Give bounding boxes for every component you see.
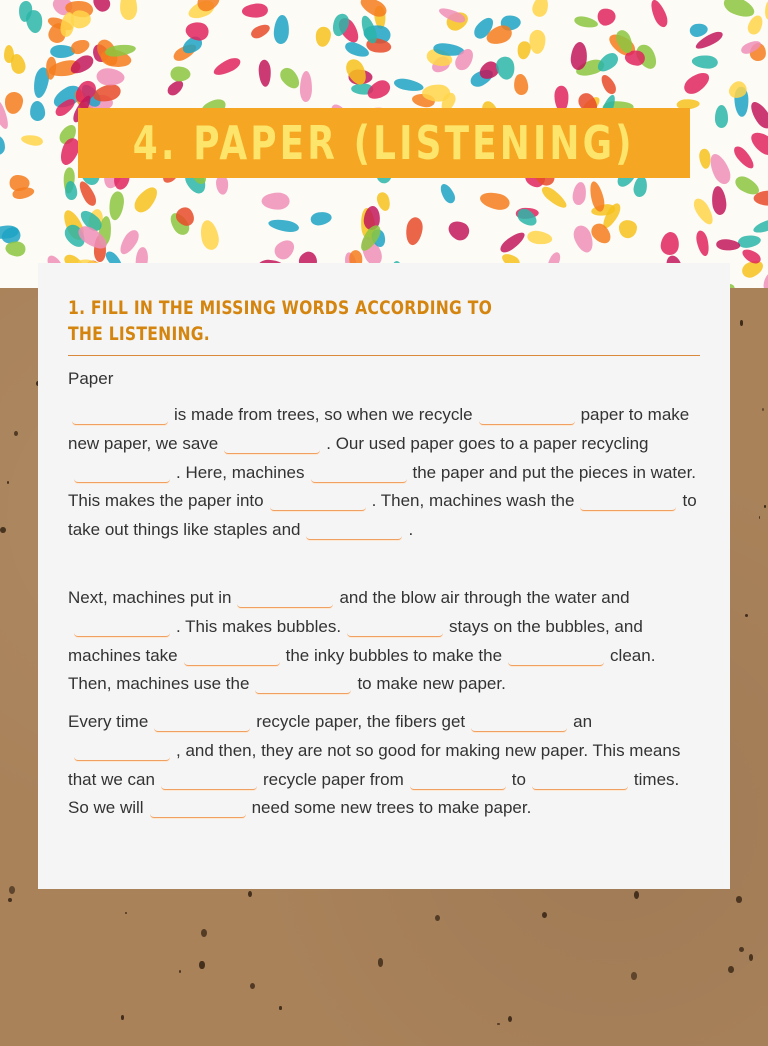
leaf-decoration	[737, 234, 762, 250]
leaf-decoration	[5, 241, 26, 258]
leaf-decoration	[261, 193, 289, 210]
paragraph-text: Next, machines put in	[68, 588, 232, 607]
leaf-decoration	[659, 231, 680, 256]
blank-input[interactable]	[471, 713, 567, 732]
blank-input[interactable]	[224, 435, 320, 454]
floral-banner	[0, 0, 768, 288]
leaf-decoration	[694, 229, 711, 257]
leaf-decoration	[24, 9, 43, 34]
title-box	[78, 108, 690, 178]
leaf-decoration	[731, 144, 757, 172]
leaf-decoration	[258, 59, 271, 86]
leaf-decoration	[8, 52, 26, 75]
leaf-decoration	[747, 127, 768, 158]
heading-divider	[68, 355, 700, 356]
blank-input[interactable]	[410, 771, 506, 790]
leaf-decoration	[96, 67, 125, 86]
leaf-decoration	[598, 72, 618, 96]
paragraph-text: clean. Then, machines use the	[68, 645, 656, 694]
leaf-decoration	[716, 239, 740, 251]
blank-input[interactable]	[161, 771, 257, 790]
blank-input[interactable]	[508, 647, 604, 666]
speckle-decoration	[759, 516, 761, 519]
leaf-decoration	[215, 175, 229, 195]
speckle-decoration	[749, 954, 753, 960]
speckle-decoration	[634, 891, 639, 899]
paragraph-2	[68, 584, 700, 699]
paragraph-text: Every time	[68, 712, 149, 731]
leaf-decoration	[711, 185, 728, 215]
paragraph-text: to	[511, 769, 526, 789]
leaf-decoration	[597, 7, 618, 27]
blank-input[interactable]	[74, 464, 170, 483]
leaf-decoration	[310, 211, 332, 227]
paragraph-text: . This makes bubbles.	[176, 616, 342, 636]
paragraph-text: recycle paper from	[262, 769, 404, 789]
paragraph-text: . Then, machines wash the	[371, 491, 575, 511]
speckle-decoration	[762, 408, 764, 411]
speckle-decoration	[250, 983, 255, 989]
speckle-decoration	[542, 912, 547, 918]
leaf-decoration	[90, 0, 114, 15]
paragraph-text: . Our used paper goes to a paper recycling	[326, 433, 649, 453]
leaf-decoration	[198, 219, 221, 252]
leaf-decoration	[531, 0, 551, 19]
blank-input[interactable]	[306, 521, 402, 540]
paragraph-text: . Here, machines	[176, 462, 305, 482]
leaf-decoration	[273, 15, 290, 45]
leaf-decoration	[498, 229, 528, 256]
speckle-decoration	[179, 970, 181, 974]
blank-input[interactable]	[580, 492, 676, 511]
blank-input[interactable]	[184, 647, 280, 666]
blank-input[interactable]	[347, 618, 443, 637]
leaf-decoration	[633, 175, 649, 198]
speckle-decoration	[745, 614, 748, 617]
paragraph-text: recycle paper, the fibers get	[256, 712, 466, 731]
speckle-decoration	[497, 1023, 499, 1026]
leaf-decoration	[241, 3, 268, 18]
speckle-decoration	[14, 431, 18, 436]
blank-input[interactable]	[74, 618, 170, 637]
paragraph-text: need some new trees to make paper.	[251, 798, 532, 818]
speckle-decoration	[764, 505, 766, 507]
paragraph-3	[68, 708, 700, 823]
leaf-decoration	[170, 66, 190, 82]
paragraph-text: is made from trees, so when we recycle	[174, 405, 473, 424]
speckle-decoration	[631, 972, 636, 980]
paragraph-text: times. So we will	[68, 769, 680, 818]
speckle-decoration	[736, 896, 742, 903]
blank-input[interactable]	[311, 464, 407, 483]
paragraph-1	[68, 401, 700, 545]
blank-input[interactable]	[237, 589, 333, 608]
paragraph-text: .	[408, 520, 414, 540]
leaf-decoration	[59, 11, 76, 38]
speckle-decoration	[740, 320, 744, 326]
speckle-decoration	[7, 481, 9, 484]
blank-input[interactable]	[255, 675, 351, 694]
section-label: Paper	[68, 369, 114, 388]
leaf-decoration	[211, 54, 243, 78]
speckle-decoration	[199, 961, 205, 970]
speckle-decoration	[248, 891, 252, 897]
speckle-decoration	[435, 915, 440, 921]
leaf-decoration	[747, 99, 768, 132]
leaf-decoration	[404, 216, 424, 246]
leaf-decoration	[437, 181, 457, 205]
blank-input[interactable]	[532, 771, 628, 790]
speckle-decoration	[9, 886, 15, 894]
speckle-decoration	[8, 898, 12, 902]
paragraph-text: the paper and put the pieces in water. This makes the paper into	[68, 462, 697, 511]
speckle-decoration	[279, 1006, 282, 1009]
speckle-decoration	[0, 527, 6, 533]
leaf-decoration	[120, 0, 138, 20]
page-title: 4. PAPER (LISTENING)	[133, 116, 635, 170]
leaf-decoration	[529, 30, 546, 54]
leaf-decoration	[249, 22, 272, 41]
speckle-decoration	[728, 966, 734, 973]
leaf-decoration	[45, 56, 56, 79]
paragraph-text: to make new paper.	[357, 674, 506, 694]
leaf-decoration	[393, 77, 425, 94]
leaf-decoration	[571, 181, 587, 206]
speckle-decoration	[201, 929, 207, 937]
leaf-decoration	[706, 151, 733, 186]
leaf-decoration	[130, 183, 161, 216]
leaf-decoration	[107, 190, 125, 221]
leaf-decoration	[715, 105, 728, 127]
speckle-decoration	[739, 947, 744, 952]
blank-input[interactable]	[74, 742, 170, 761]
blank-input[interactable]	[150, 799, 246, 818]
blank-input[interactable]	[479, 406, 575, 425]
leaf-decoration	[691, 54, 717, 69]
leaf-decoration	[648, 0, 670, 29]
speckle-decoration	[121, 1015, 124, 1020]
leaf-decoration	[763, 0, 768, 21]
paragraph-text: , and then, they are not so good for making new paper. This means that we can	[68, 740, 681, 789]
speckle-decoration	[508, 1016, 512, 1022]
speckle-decoration	[378, 958, 384, 967]
leaf-decoration	[300, 71, 312, 102]
paragraph-text: the inky bubbles to make the	[285, 645, 503, 665]
exercise-card	[38, 263, 730, 889]
blank-input[interactable]	[154, 713, 250, 732]
leaf-decoration	[587, 180, 606, 213]
leaf-decoration	[64, 180, 78, 200]
exercise-heading: 1. FILL IN THE MISSING WORDS ACCORDING TO THE LISTENING.	[68, 297, 493, 345]
leaf-decoration	[268, 217, 300, 233]
leaf-decoration	[478, 191, 511, 213]
blank-input[interactable]	[72, 406, 168, 425]
leaf-decoration	[526, 229, 553, 245]
paragraph-text: paper to make new paper, we save	[68, 405, 690, 453]
leaf-decoration	[4, 91, 25, 115]
paragraph-text: stays on the bubbles, and machines take	[68, 616, 643, 665]
leaf-decoration	[30, 100, 47, 121]
leaf-decoration	[681, 69, 713, 98]
leaf-decoration	[539, 183, 569, 210]
blank-input[interactable]	[270, 492, 366, 511]
leaf-decoration	[752, 217, 768, 235]
paragraph-text: to take out things like staples and	[68, 491, 697, 540]
speckle-decoration	[125, 912, 127, 914]
leaf-decoration	[271, 236, 298, 263]
leaf-decoration	[573, 15, 599, 30]
leaf-decoration	[0, 136, 5, 156]
leaf-decoration	[495, 55, 517, 81]
leaf-decoration	[619, 220, 638, 239]
paragraph-text: an	[573, 712, 593, 731]
paragraph-text: and the blow air through the water and	[339, 588, 630, 607]
leaf-decoration	[314, 26, 331, 48]
leaf-decoration	[445, 218, 472, 244]
leaf-decoration	[20, 133, 44, 147]
leaf-decoration	[513, 74, 529, 97]
